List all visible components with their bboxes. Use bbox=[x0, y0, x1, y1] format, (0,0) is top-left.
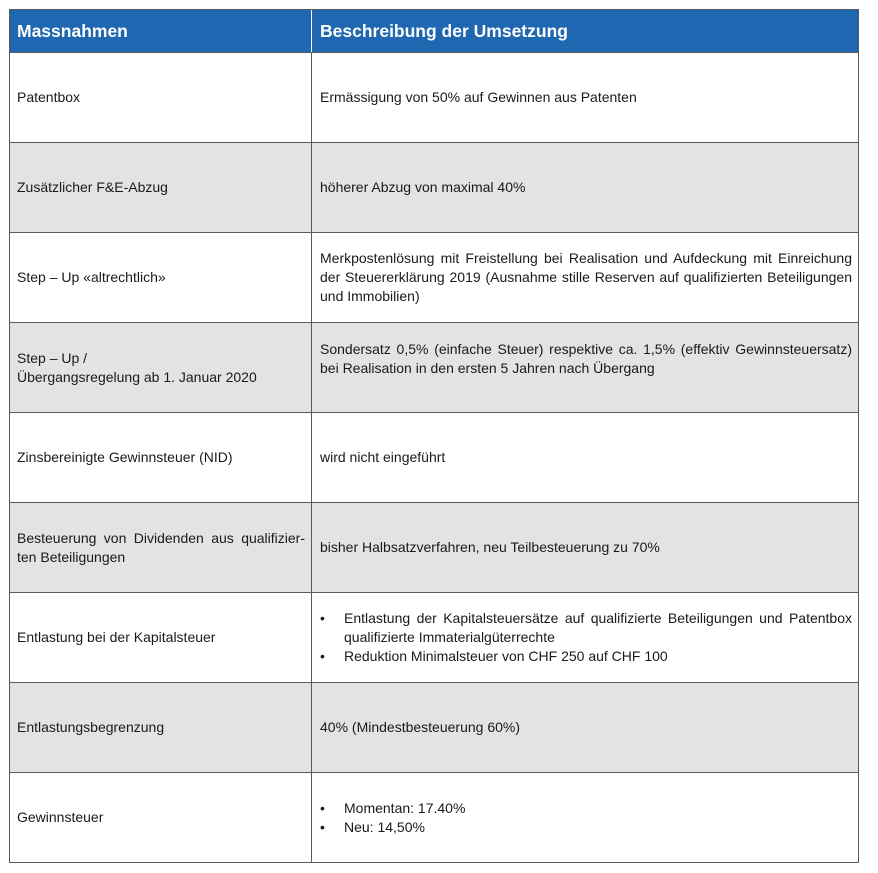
description-cell bbox=[312, 683, 858, 772]
measure-cell bbox=[10, 503, 312, 592]
measure-text bbox=[17, 529, 305, 567]
measure-cell bbox=[10, 143, 312, 232]
measure-line-2: ten Beteiligungen bbox=[17, 548, 126, 565]
table-row bbox=[10, 142, 858, 232]
header-description: Beschreibung der Umsetzung bbox=[320, 20, 568, 41]
table-row bbox=[10, 592, 858, 682]
bullet-list bbox=[320, 799, 852, 837]
measure-cell bbox=[10, 593, 312, 682]
measure-cell bbox=[10, 683, 312, 772]
table-row bbox=[10, 412, 858, 502]
description-text: höherer Abzug von maximal 40% bbox=[320, 179, 526, 195]
description-text: bisher Halbsatzverfahren, neu Teilbesteuerung zu 70% bbox=[320, 539, 660, 555]
description-text: wird nicht eingeführt bbox=[320, 449, 446, 465]
measure-cell bbox=[10, 53, 312, 142]
bullet-text: Entlastung der Kapitalsteuersätze auf qualifizierte Beteiligungen und Patentbox qualifizierte Immaterialgüterrechte bbox=[344, 610, 852, 645]
table-row bbox=[10, 232, 858, 322]
description-cell bbox=[312, 323, 858, 412]
bullet-item bbox=[320, 647, 852, 666]
bullet-icon: • bbox=[320, 648, 325, 664]
table-header bbox=[10, 10, 858, 52]
description-text: 40% (Mindestbesteuerung 60%) bbox=[320, 719, 521, 735]
measure-text: Zusätzlicher F&E-Abzug bbox=[17, 179, 168, 195]
bullet-icon: • bbox=[320, 799, 325, 816]
header-measures: Massnahmen bbox=[10, 10, 312, 52]
bullet-text: Momentan: 17.40% bbox=[344, 799, 466, 816]
description-text: Ermässigung von 50% auf Gewinnen aus Patenten bbox=[320, 89, 637, 105]
table-row bbox=[10, 682, 858, 772]
measure-text: Step – Up «altrechtlich» bbox=[17, 269, 166, 285]
bullet-text: Reduktion Minimalsteuer von CHF 250 auf CHF 100 bbox=[344, 648, 668, 664]
description-cell bbox=[312, 143, 858, 232]
measure-text: Entlastungsbegrenzung bbox=[17, 719, 165, 735]
description-text: Merkpostenlösung mit Freistellung bei Realisation und Aufdeckung mit Einreichung der Steuererklärung 2019 (Ausnahme stille Reserven auf qualifizierten Beteiligungen und Immobilien) bbox=[320, 250, 852, 304]
bullet-list bbox=[320, 609, 852, 666]
table-row bbox=[10, 502, 858, 592]
measure-text: Patentbox bbox=[17, 89, 81, 105]
bullet-text: Neu: 14,50% bbox=[344, 818, 425, 835]
measure-cell bbox=[10, 233, 312, 322]
bullet-item bbox=[320, 609, 852, 647]
measure-cell bbox=[10, 413, 312, 502]
measure-text: Zinsbereinigte Gewinnsteuer (NID) bbox=[17, 449, 233, 465]
description-cell bbox=[312, 53, 858, 142]
measure-line-2: Übergangsregelung ab 1. Januar 2020 bbox=[17, 368, 257, 385]
bullet-icon: • bbox=[320, 610, 325, 626]
measure-line-1: Besteuerung von Dividenden aus qualifizier- bbox=[17, 529, 305, 546]
description-cell bbox=[312, 413, 858, 502]
measure-cell bbox=[10, 773, 312, 862]
measures-table bbox=[9, 9, 859, 863]
table-row bbox=[10, 52, 858, 142]
table-row bbox=[10, 322, 858, 412]
measure-text bbox=[17, 349, 305, 387]
bullet-item bbox=[320, 818, 852, 837]
measure-text: Entlastung bei der Kapitalsteuer bbox=[17, 629, 216, 645]
description-cell bbox=[312, 593, 858, 682]
description-text: Sondersatz 0,5% (einfache Steuer) respektive ca. 1,5% (effektiv Gewinnsteuersatz) bei Realisation in den ersten 5 Jahren nach Übergang bbox=[320, 341, 852, 376]
bullet-icon: • bbox=[320, 818, 325, 835]
measure-text: Gewinnsteuer bbox=[17, 809, 104, 825]
bullet-item bbox=[320, 799, 852, 818]
description-cell bbox=[312, 233, 858, 322]
description-cell bbox=[312, 503, 858, 592]
description-cell bbox=[312, 773, 858, 862]
table-row bbox=[10, 772, 858, 862]
measure-line-1: Step – Up / bbox=[17, 349, 88, 366]
measure-cell bbox=[10, 323, 312, 412]
